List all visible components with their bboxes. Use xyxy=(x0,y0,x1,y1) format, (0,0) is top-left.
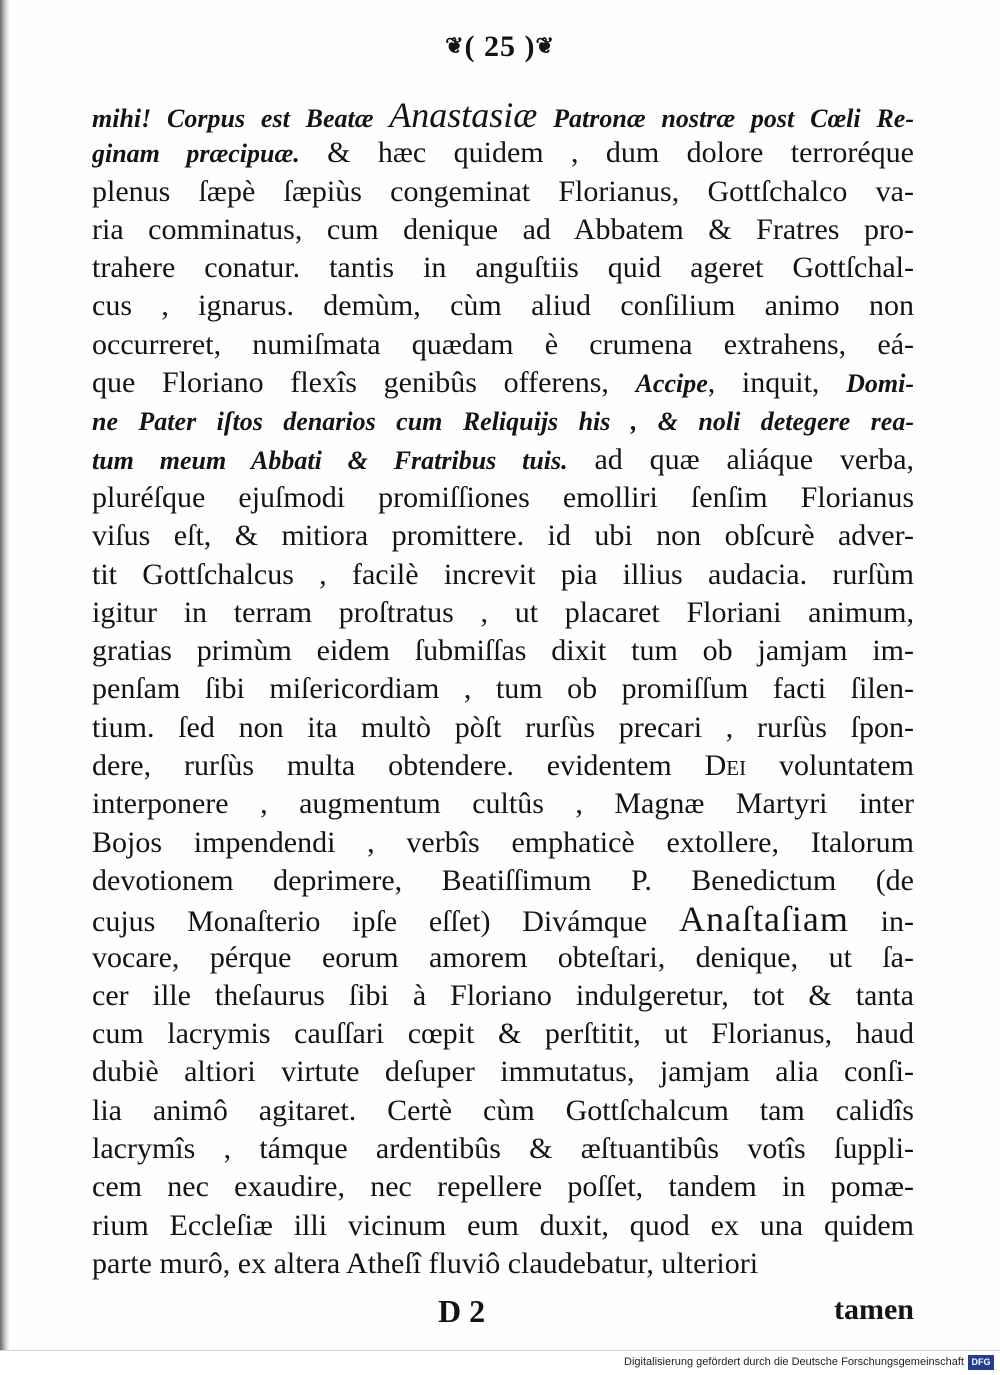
text-line xyxy=(92,556,914,594)
text-line xyxy=(92,632,914,670)
text-line xyxy=(92,96,914,134)
text-run: rium Eccleſiæ illi vicinum eum duxit, quod ex una quidem xyxy=(92,1208,914,1242)
text-line xyxy=(92,211,914,249)
emphasized-text-run: mihi! Corpus est Beatæ xyxy=(92,104,390,133)
text-run: cum lacrymis cauſſari cœpit & perſtitit, ut Florianus, haud xyxy=(92,1017,914,1051)
text-run: igitur in terram proſtratus , ut placaret Floriani animum, xyxy=(92,595,914,629)
emphasized-text-run: ne Pater iſtos denarios cum Reliquijs his , & noli detegere rea- xyxy=(92,407,914,437)
text-line xyxy=(92,287,914,325)
text-run: , inquit, xyxy=(707,366,847,400)
text-run: cem nec exaudire, nec repellere poſſet, tandem in pomæ- xyxy=(92,1170,914,1204)
text-line xyxy=(92,479,914,517)
text-run: in- xyxy=(848,905,914,939)
text-run: devotionem deprimere, Beatiſſimum P. Benedictum (de xyxy=(92,863,914,897)
text-line xyxy=(92,402,914,440)
text-run: lacrymîs , támque ardentibûs & æſtuantibûs votîs ſuppli- xyxy=(92,1132,914,1166)
text-line xyxy=(92,134,914,172)
text-line xyxy=(92,249,914,287)
text-line xyxy=(92,1207,914,1245)
right-ornament-icon: ❦ xyxy=(535,33,555,58)
text-run: interponere , augmentum cultûs , Magnæ Martyri inter xyxy=(92,787,914,821)
text-run: tit Gottſchalcus , facilè increvit pia illius audacia. rurſùm xyxy=(92,557,914,591)
text-line xyxy=(92,939,914,977)
text-run: ria comminatus, cum denique ad Abbatem & Fratres pro- xyxy=(92,212,914,246)
emphasized-text-run: Anaſtaſiam xyxy=(678,900,849,939)
text-run: cujus Monaſterio ipſe eſſet) Divámque xyxy=(92,905,679,939)
emphasized-text-run: Anastasiæ xyxy=(389,96,538,135)
text-line xyxy=(92,441,914,479)
page-gutter-shadow xyxy=(0,0,10,1375)
digitization-credit-bar xyxy=(0,1350,1000,1375)
body-text xyxy=(92,96,914,1283)
text-run: & hæc quidem , dum dolore terroréque xyxy=(299,136,914,170)
text-run: Bojos impendendi , verbîs emphaticè extollere, Italorum xyxy=(92,825,914,859)
text-line xyxy=(92,824,914,862)
text-line xyxy=(92,1053,914,1091)
text-line xyxy=(92,785,914,823)
text-line xyxy=(92,709,914,747)
digitization-credit: Digitalisierung gefördert durch die Deutsche Forschungsgemeinschaft xyxy=(624,1356,964,1368)
emphasized-text-run: Domi- xyxy=(846,369,914,399)
page-number: ( 25 ) xyxy=(464,30,536,63)
text-run: cus , ignarus. demùm, cùm aliud conſilium animo non xyxy=(92,289,914,323)
text-line xyxy=(92,517,914,555)
page-number-header xyxy=(0,30,1000,64)
text-line xyxy=(92,364,914,402)
text-line xyxy=(92,594,914,632)
text-line xyxy=(92,900,914,938)
text-run: penſam ſibi miſericordiam , tum ob promiſſum facti ſilen- xyxy=(92,672,914,706)
text-run: ad quæ aliáque verba, xyxy=(567,442,914,476)
text-run: vocare, pérque eorum amorem obteſtari, denique, ut ſa- xyxy=(92,940,914,974)
emphasized-text-run: ginam præcipuæ. xyxy=(92,139,300,169)
text-line xyxy=(92,862,914,900)
text-line xyxy=(92,173,914,211)
emphasized-text-run: tum meum Abbati & Fratribus tuis. xyxy=(92,445,568,475)
catchword: tamen xyxy=(834,1293,914,1326)
text-run: voluntatem xyxy=(746,749,914,783)
text-line xyxy=(92,977,914,1015)
dfg-logo[interactable]: DFG xyxy=(968,1355,994,1370)
text-line xyxy=(92,670,914,708)
text-line xyxy=(92,747,914,785)
text-line xyxy=(92,1168,914,1206)
emphasized-text-run: Dei xyxy=(704,749,747,783)
emphasized-text-run: Accipe xyxy=(635,369,708,399)
text-run: tium. ſed non ita multò pòſt rurſùs precari , rurſùs ſpon- xyxy=(92,710,914,744)
text-run: trahere conatur. tantis in anguſtiis quid ageret Gottſchal- xyxy=(92,251,914,285)
text-line xyxy=(92,326,914,364)
text-run: viſus eſt, & mitiora promittere. id ubi non obſcurè adver- xyxy=(92,519,914,553)
text-run: lia animô agitaret. Certè cùm Gottſchalcum tam calidîs xyxy=(92,1093,914,1127)
text-run: que Floriano flexîs genibûs offerens, xyxy=(92,366,636,400)
text-line xyxy=(92,1130,914,1168)
text-run: parte murô, ex altera Atheſî fluviô claudebatur, ulteriori xyxy=(92,1246,759,1280)
emphasized-text-run: Patronæ nostræ post Cœli Re- xyxy=(537,104,914,133)
text-run: dere, rurſùs multa obtendere. evidentem xyxy=(92,749,705,783)
page-footer xyxy=(92,1293,914,1333)
text-run: pluréſque ejuſmodi promiſſiones emolliri ſenſim Florianus xyxy=(92,480,914,514)
left-ornament-icon: ❦ xyxy=(445,33,465,58)
text-line xyxy=(92,1092,914,1130)
text-run: plenus ſæpè ſæpiùs congeminat Florianus, Gottſchalco va- xyxy=(92,174,914,208)
text-line xyxy=(92,1015,914,1053)
text-line xyxy=(92,1245,914,1283)
text-run: cer ille theſaurus ſibi à Floriano indulgeretur, tot & tanta xyxy=(92,978,914,1012)
signature-mark: D 2 xyxy=(438,1293,486,1329)
text-run: gratias primùm eidem ſubmiſſas dixit tum ob jamjam im- xyxy=(92,634,914,668)
text-run: occurreret, numiſmata quædam è crumena extrahens, eá- xyxy=(92,327,914,361)
text-run: dubiè altiori virtute deſuper immutatus, jamjam alia conſi- xyxy=(92,1055,914,1089)
